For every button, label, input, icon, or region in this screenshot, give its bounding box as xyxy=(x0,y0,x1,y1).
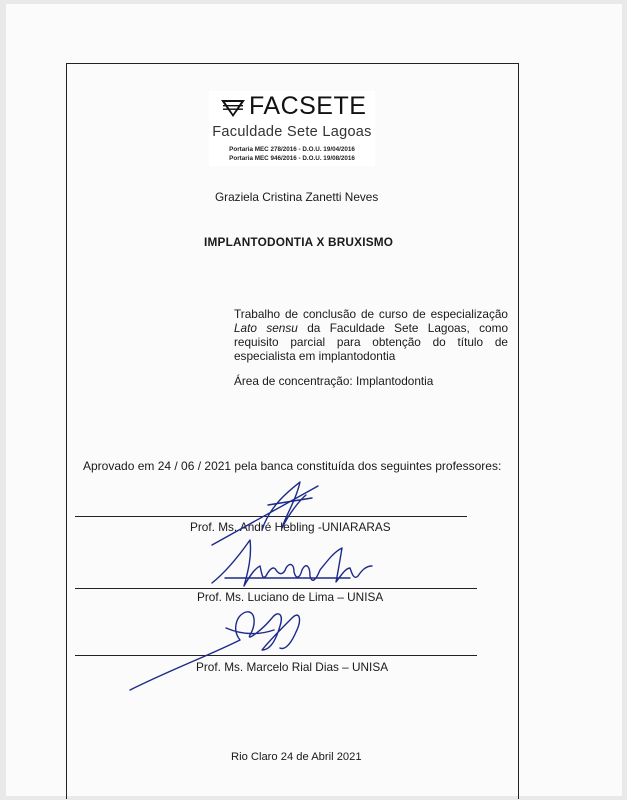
examiner-1: Prof. Ms. André Hebling -UNIARARAS xyxy=(190,520,391,534)
examiner-3: Prof. Ms. Marcelo Rial Dias – UNISA xyxy=(196,660,389,674)
concentration-area: Área de concentração: Implantodontia xyxy=(234,374,434,388)
facsete-logo xyxy=(209,91,375,166)
page-border xyxy=(66,63,519,799)
logo-name: FACSETE xyxy=(249,92,367,120)
examiner-2: Prof. Ms. Luciano de Lima – UNISA xyxy=(197,590,384,604)
signature-line-2 xyxy=(75,588,477,589)
logo-ordinance-2: Portaria MEC 946/2016 - D.O.U. 19/08/2016 xyxy=(229,155,355,162)
logo-ordinance-1: Portaria MEC 278/2016 - D.O.U. 19/04/2016 xyxy=(229,146,355,153)
description-italic: Lato sensu xyxy=(234,321,298,335)
description-part-1: Trabalho de conclusão de curso de especialização xyxy=(234,307,508,321)
approval-statement: Aprovado em 24 / 06 / 2021 pela banca constituída dos seguintes professores: xyxy=(83,459,502,473)
thesis-description xyxy=(234,307,508,363)
place-and-date: Rio Claro 24 de Abril 2021 xyxy=(231,751,362,763)
description-part-2: da Faculdade Sete Lagoas, como requisito parcial para obtenção do título de especialista em implantodontia xyxy=(234,321,509,363)
signature-line-3 xyxy=(75,655,477,656)
thesis-title: IMPLANTODONTIA X BRUXISMO xyxy=(204,235,394,249)
signature-line-1 xyxy=(75,516,467,517)
author-name: Graziela Cristina Zanetti Neves xyxy=(215,190,379,204)
logo-subtitle: Faculdade Sete Lagoas xyxy=(212,124,372,140)
facsete-logo-mark-icon xyxy=(220,98,246,118)
